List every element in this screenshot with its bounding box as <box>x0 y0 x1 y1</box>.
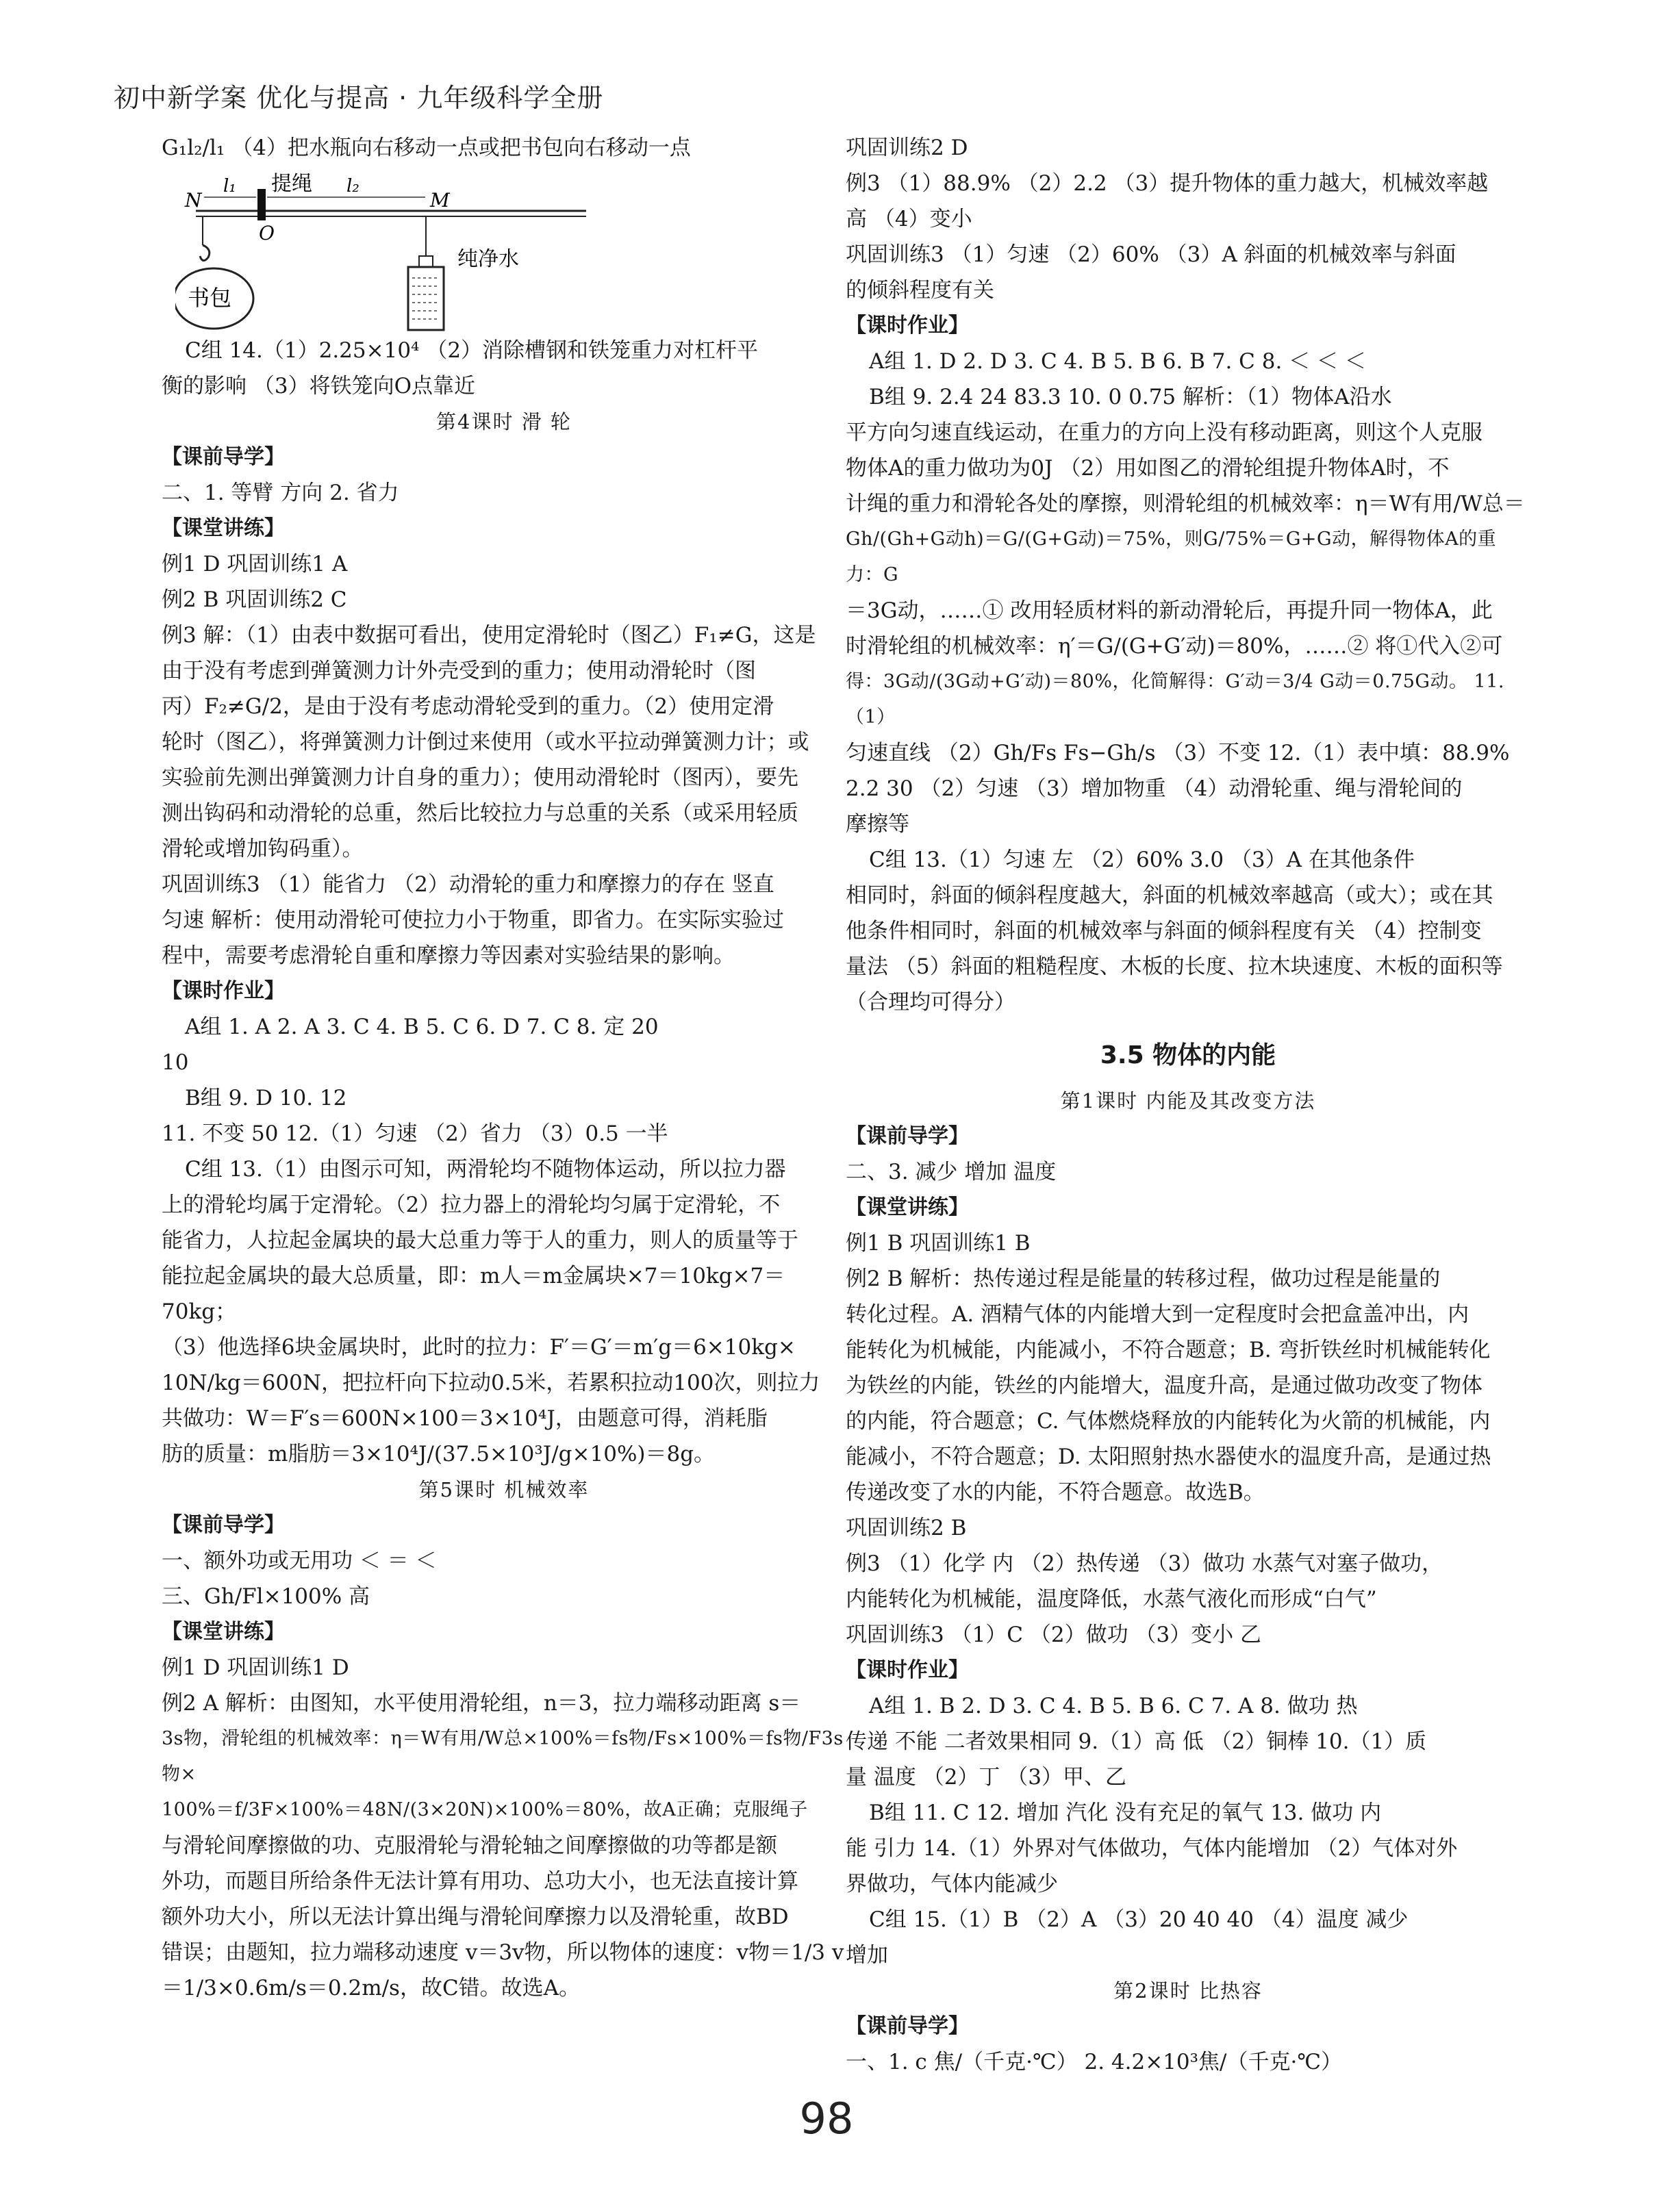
answer-line: 他条件相同时，斜面的机械效率与斜面的倾斜程度有关 （4）控制变 <box>846 919 1482 943</box>
label-O: O <box>259 222 275 244</box>
answer-line: 物体A的重力做功为0J （2）用如图乙的滑轮组提升物体A时，不 <box>846 456 1450 481</box>
answer-line: 平方向匀速直线运动，在重力的方向上没有移动距离，则这个人克服 <box>846 420 1482 445</box>
page-number: 98 <box>799 2094 854 2144</box>
label-bottle: 纯净水 <box>457 247 519 271</box>
answer-line: 能减小，不符合题意；D. 太阳照射热水器使水的温度升高，是通过热 <box>846 1445 1491 1469</box>
answer-line: ＝3G动，……① 改用轻质材料的新动滑轮后，再提升同一物体A，此 <box>846 598 1493 623</box>
answer-line: 能拉起金属块的最大总质量，即：m人＝m金属块×7＝10kg×7＝70kg； <box>162 1264 785 1324</box>
section-heading: 【课前导学】 <box>846 1124 969 1148</box>
answer-line: 肪的质量：m脂肪＝3×10⁴J/(37.5×10³J/g×10%)＝8g。 <box>162 1442 716 1466</box>
answer-line: 传递改变了水的内能，不符合题意。故选B。 <box>846 1480 1265 1505</box>
answer-line: 例3 （1）化学 内 （2）热传递 （3）做功 水蒸气对塞子做功， <box>846 1551 1443 1576</box>
answer-line: 例2 A 解析：由图知，水平使用滑轮组，n＝3，拉力端移动距离 s＝ <box>162 1691 801 1716</box>
lesson-title: 第2课时 比热容 <box>1113 1979 1263 2003</box>
rope-handle <box>257 189 266 220</box>
label-M: M <box>430 189 450 212</box>
answer-line: 量 温度 （2）丁 （3）甲、乙 <box>846 1765 1127 1790</box>
answer-line: 共做功：W＝F′s＝600N×100＝3×10⁴J，由题意可得，消耗脂 <box>162 1406 768 1431</box>
label-l1: l₁ <box>223 176 236 196</box>
answer-line: 一、额外功或无用功 ＜ ＝ ＜ <box>162 1549 437 1573</box>
answer-line: 匀速直线 （2）Gh/Fs Fs−Gh/s （3）不变 12.（1）表中填：88.9% <box>846 741 1510 765</box>
answer-line: ＝1/3×0.6m/s＝0.2m/s，故C错。故选A。 <box>162 1976 581 2000</box>
answer-line: B组 9. D 10. 12 <box>185 1086 347 1110</box>
section-heading: 【课前导学】 <box>162 1513 285 1537</box>
answer-line: 额外功大小，所以无法计算出绳与滑轮间摩擦力以及滑轮重，故BD <box>162 1905 789 1929</box>
answer-line: 界做功，气体内能减少 <box>846 1872 1058 1896</box>
answer-line: 实验前先测出弹簧测力计自身的重力）；使用动滑轮时（图丙），要先 <box>162 765 798 790</box>
label-N: N <box>185 189 202 212</box>
answer-line: C组 13.（1）匀速 左 （2）60% 3.0 （3）A 在其他条件 <box>869 848 1415 872</box>
answer-line: 10 <box>162 1050 189 1075</box>
section-heading: 【课时作业】 <box>846 314 969 338</box>
answer-line: 例1 B 巩固训练1 B <box>846 1231 1031 1256</box>
answer-line: 衡的影响 （3）将铁笼向O点靠近 <box>162 374 475 398</box>
section-heading: 【课堂讲练】 <box>162 1620 285 1644</box>
answer-line: 能转化为机械能，内能减小，不符合题意；B. 弯折铁丝时机械能转化 <box>846 1338 1491 1362</box>
answer-line: 例2 B 解析：热传递过程是能量的转移过程，做功过程是能量的 <box>846 1267 1441 1291</box>
answer-line: 巩固训练2 B <box>846 1516 967 1540</box>
answer-line: 摩擦等 <box>846 812 909 837</box>
answer-line: 内能转化为机械能，温度降低，水蒸气液化而形成“白气” <box>846 1587 1377 1612</box>
label-bag: 书包 <box>188 285 232 311</box>
answer-line: 计绳的重力和滑轮各处的摩擦，则滑轮组的机械效率：η＝W有用/W总＝ <box>846 492 1525 516</box>
answer-line: （3）他选择6块金属块时，此时的拉力：F′＝G′＝m′g＝6×10kg× <box>162 1335 796 1360</box>
answer-line: 传递 不能 二者效果相同 9.（1）高 低 （2）铜棒 10.（1）质 <box>846 1729 1427 1754</box>
answer-line: 二、3. 减少 增加 温度 <box>846 1160 1057 1184</box>
answer-line: 测出钩码和动滑轮的总重，然后比较拉力与总重的关系（或采用轻质 <box>162 801 798 826</box>
answer-line: 例3 （1）88.9% （2）2.2 （3）提升物体的重力越大，机械效率越 <box>846 171 1489 196</box>
section-heading: 【课时作业】 <box>162 979 285 1003</box>
answer-line: 由于没有考虑到弹簧测力计外壳受到的重力；使用动滑轮时（图 <box>162 659 756 683</box>
answer-line: 一、1. c 焦/（千克·℃） 2. 4.2×10³焦/（千克·℃） <box>846 2050 1343 2074</box>
answer-line: 巩固训练3 （1）C （2）做功 （3）变小 乙 <box>846 1623 1262 1647</box>
answer-line: 时滑轮组的机械效率：η′＝G/(G+G′动)＝80%，……② 将①代入②可 <box>846 634 1503 659</box>
lever-diagram <box>175 168 614 333</box>
section-heading: 【课堂讲练】 <box>846 1195 969 1219</box>
answer-line: 程中，需要考虑滑轮自重和摩擦力等因素对实验结果的影响。 <box>162 943 735 968</box>
unit-title: 3.5 物体的内能 <box>1100 1041 1276 1069</box>
answer-line: 例2 B 巩固训练2 C <box>162 587 347 612</box>
answer-line: 2.2 30 （2）匀速 （3）增加物重 （4）动滑轮重、绳与滑轮间的 <box>846 776 1463 801</box>
answer-line: 三、Gh/Fl×100% 高 <box>162 1584 370 1609</box>
lesson-title: 第5课时 机械效率 <box>418 1478 590 1501</box>
answer-line: 巩固训练2 D <box>846 136 968 160</box>
answer-line: 相同时，斜面的倾斜程度越大，斜面的机械效率越高（或大）；或在其 <box>846 883 1493 908</box>
answer-line: 例1 D 巩固训练1 D <box>162 1655 349 1680</box>
answer-line: C组 13.（1）由图示可知，两滑轮均不随物体运动，所以拉力器 <box>185 1157 786 1182</box>
answer-line: A组 1. B 2. D 3. C 4. B 5. B 6. C 7. A 8. 做功 热 <box>869 1694 1358 1718</box>
answer-line: （合理均可得分） <box>846 990 1015 1015</box>
answer-line: 能省力，人拉起金属块的最大总重力等于人的重力，则人的质量等于 <box>162 1228 798 1253</box>
answer-line: 轮时（图乙），将弹簧测力计倒过来使用（或水平拉动弹簧测力计；或 <box>162 730 809 754</box>
answer-line: 的内能，符合题意；C. 气体燃烧释放的内能转化为火箭的机械能，内 <box>846 1409 1491 1434</box>
answer-line: 二、1. 等臂 方向 2. 省力 <box>162 481 399 505</box>
answer-line: 3s物，滑轮组的机械效率：η＝W有用/W总×100%＝fs物/Fs×100%＝fs物/F3s物× <box>162 1728 844 1785</box>
bottle-cap <box>419 256 433 267</box>
answer-line: 转化过程。A. 酒精气体的内能增大到一定程度时会把盒盖冲出，内 <box>846 1302 1469 1327</box>
answer-line: C组 14.（1）2.25×10⁴ （2）消除槽钢和铁笼重力对杠杆平 <box>185 338 759 363</box>
lesson-title: 第4课时 滑 轮 <box>436 410 572 433</box>
label-rope: 提绳 <box>271 172 312 196</box>
answer-line: 得：3G动/(3G动+G′动)＝80%，化简解得：G′动＝3/4 G动＝0.75G动。 11.（1） <box>846 671 1504 728</box>
answer-line: 能 引力 14.（1）外界对气体做功，气体内能增加 （2）气体对外 <box>846 1836 1458 1861</box>
answer-line: 匀速 解析：使用动滑轮可使拉力小于物重，即省力。在实际实验过 <box>162 908 784 932</box>
answer-line: 巩固训练3 （1）能省力 （2）动滑轮的重力和摩擦力的存在 竖直 <box>162 872 774 897</box>
answer-line: A组 1. D 2. D 3. C 4. B 5. B 6. B 7. C 8. ＜ ＜ ＜ <box>869 349 1366 374</box>
label-l2: l₂ <box>346 176 359 196</box>
bag-hook <box>200 245 210 261</box>
answer-line: A组 1. A 2. A 3. C 4. B 5. C 6. D 7. C 8. 定 20 <box>185 1015 659 1039</box>
answer-line: 高 （4）变小 <box>846 207 972 231</box>
answer-line: 100%＝f/3F×100%＝48N/(3×20N)×100%＝80%，故A正确；克服绳子 <box>162 1799 808 1820</box>
section-heading: 【课前导学】 <box>162 445 285 469</box>
answer-line: 增加 <box>846 1943 888 1968</box>
left-column <box>162 130 846 2006</box>
answer-line: 上的滑轮均属于定滑轮。（2）拉力器上的滑轮均匀属于定滑轮，不 <box>162 1193 781 1217</box>
page-header: 初中新学案 优化与提高 · 九年级科学全册 <box>114 83 604 113</box>
answer-line: 的倾斜程度有关 <box>846 278 994 303</box>
answer-line: 与滑轮间摩擦做的功、克服滑轮与滑轮轴之间摩擦做的功等都是额 <box>162 1833 777 1858</box>
answer-line: Gh/(Gh+G动h)＝G/(G+G动)＝75%，则G/75%＝G+G动，解得物体A的重力：G <box>846 529 1497 585</box>
section-heading: 【课前导学】 <box>846 2014 969 2038</box>
lesson-title: 第1课时 内能及其改变方法 <box>1060 1089 1316 1113</box>
answer-line: 例3 解：（1）由表中数据可看出，使用定滑轮时（图乙）F₁≠G，这是 <box>162 623 816 648</box>
answer-line: G₁l₂/l₁ （4）把水瓶向右移动一点或把书包向右移动一点 <box>162 136 691 160</box>
section-heading: 【课时作业】 <box>846 1658 969 1682</box>
answer-line: 10N/kg＝600N，把拉杆向下拉动0.5米，若累积拉动100次，则拉力 <box>162 1371 820 1395</box>
answer-line: 滑轮或增加钩码重）。 <box>162 837 364 861</box>
right-column <box>846 130 1530 2080</box>
answer-line: B组 9. 2.4 24 83.3 10. 0 0.75 解析：（1）物体A沿水 <box>869 385 1392 409</box>
answer-line: C组 15.（1）B （2）A （3）20 40 40 （4）温度 减少 <box>869 1907 1409 1932</box>
answer-line: 外功，而题目所给条件无法计算有用功、总功大小，也无法直接计算 <box>162 1869 798 1894</box>
section-heading: 【课堂讲练】 <box>162 516 285 540</box>
answer-line: 错误；由题知，拉力端移动速度 v＝3v物，所以物体的速度：v物＝1/3 v <box>162 1940 844 1965</box>
answer-line: 量法 （5）斜面的粗糙程度、木板的长度、拉木块速度、木板的面积等 <box>846 954 1503 979</box>
answer-line: 巩固训练3 （1）匀速 （2）60% （3）A 斜面的机械效率与斜面 <box>846 242 1456 267</box>
answer-line: 丙）F₂≠G/2，是由于没有考虑动滑轮受到的重力。（2）使用定滑 <box>162 694 774 719</box>
bottle-body <box>408 267 444 330</box>
answer-line: 例1 D 巩固训练1 A <box>162 552 348 576</box>
answer-line: 11. 不变 50 12.（1）匀速 （2）省力 （3）0.5 一半 <box>162 1121 668 1146</box>
answer-line: B组 11. C 12. 增加 汽化 没有充足的氧气 13. 做功 内 <box>869 1801 1382 1825</box>
answer-line: 为铁丝的内能，铁丝的内能增大，温度升高，是通过做功改变了物体 <box>846 1373 1482 1398</box>
